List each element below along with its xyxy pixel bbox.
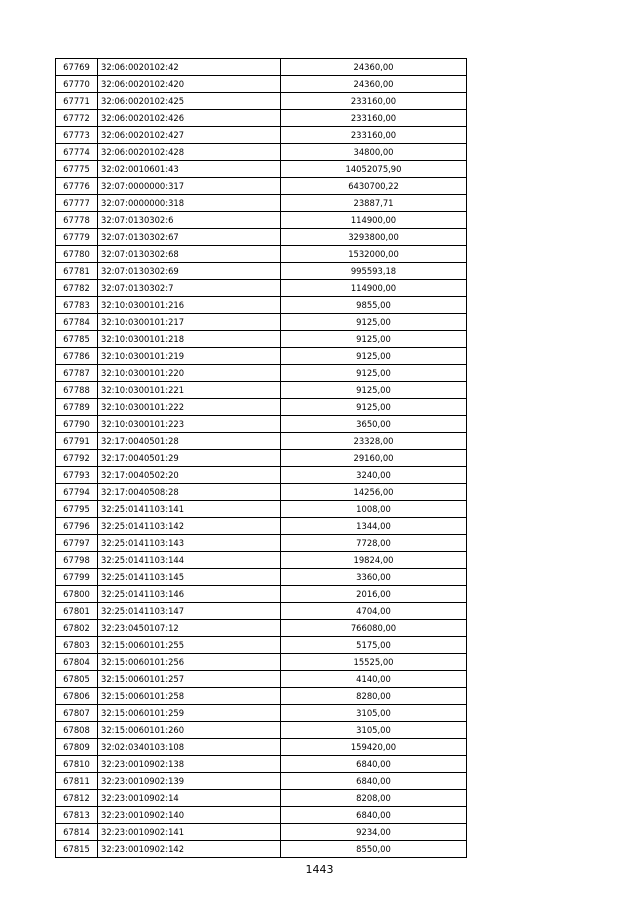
cadastral-number-cell: 32:25:0141103:142 — [98, 518, 281, 535]
cadastral-value-cell: 9125,00 — [281, 365, 467, 382]
cadastral-number-cell: 32:10:0300101:222 — [98, 399, 281, 416]
row-number-cell: 67797 — [56, 535, 98, 552]
cadastral-value-table — [55, 58, 467, 858]
table-row — [56, 773, 467, 790]
table-row — [56, 824, 467, 841]
row-number-cell: 67809 — [56, 739, 98, 756]
table-row — [56, 841, 467, 858]
cadastral-value-cell: 24360,00 — [281, 76, 467, 93]
row-number-cell: 67815 — [56, 841, 98, 858]
row-number-cell: 67791 — [56, 433, 98, 450]
table-row — [56, 59, 467, 76]
row-number-cell: 67810 — [56, 756, 98, 773]
cadastral-value-cell: 14256,00 — [281, 484, 467, 501]
cadastral-value-cell: 5175,00 — [281, 637, 467, 654]
table-row — [56, 756, 467, 773]
cadastral-value-cell: 6840,00 — [281, 807, 467, 824]
cadastral-number-cell: 32:07:0130302:6 — [98, 212, 281, 229]
table-row — [56, 705, 467, 722]
table-body — [56, 59, 467, 858]
cadastral-value-cell: 3240,00 — [281, 467, 467, 484]
cadastral-number-cell: 32:06:0020102:428 — [98, 144, 281, 161]
cadastral-number-cell: 32:06:0020102:42 — [98, 59, 281, 76]
table-row — [56, 212, 467, 229]
row-number-cell: 67786 — [56, 348, 98, 365]
table-row — [56, 671, 467, 688]
cadastral-value-cell: 114900,00 — [281, 280, 467, 297]
row-number-cell: 67811 — [56, 773, 98, 790]
row-number-cell: 67789 — [56, 399, 98, 416]
cadastral-number-cell: 32:06:0020102:426 — [98, 110, 281, 127]
cadastral-value-cell: 233160,00 — [281, 127, 467, 144]
cadastral-value-cell: 1008,00 — [281, 501, 467, 518]
cadastral-value-cell: 6430700,22 — [281, 178, 467, 195]
row-number-cell: 67783 — [56, 297, 98, 314]
row-number-cell: 67802 — [56, 620, 98, 637]
cadastral-value-cell: 3105,00 — [281, 705, 467, 722]
row-number-cell: 67779 — [56, 229, 98, 246]
cadastral-value-cell: 8208,00 — [281, 790, 467, 807]
cadastral-number-cell: 32:15:0060101:260 — [98, 722, 281, 739]
table-row — [56, 178, 467, 195]
table-row — [56, 450, 467, 467]
table-row — [56, 518, 467, 535]
cadastral-value-cell: 9855,00 — [281, 297, 467, 314]
row-number-cell: 67808 — [56, 722, 98, 739]
cadastral-value-cell: 8550,00 — [281, 841, 467, 858]
cadastral-value-cell: 159420,00 — [281, 739, 467, 756]
table-row — [56, 314, 467, 331]
cadastral-number-cell: 32:06:0020102:425 — [98, 93, 281, 110]
cadastral-number-cell: 32:02:0010601:43 — [98, 161, 281, 178]
table-row — [56, 399, 467, 416]
cadastral-value-cell: 19824,00 — [281, 552, 467, 569]
table-row — [56, 569, 467, 586]
cadastral-value-cell: 34800,00 — [281, 144, 467, 161]
cadastral-number-cell: 32:06:0020102:427 — [98, 127, 281, 144]
cadastral-value-cell: 24360,00 — [281, 59, 467, 76]
row-number-cell: 67813 — [56, 807, 98, 824]
table-row — [56, 501, 467, 518]
table-row — [56, 790, 467, 807]
cadastral-value-cell: 233160,00 — [281, 110, 467, 127]
row-number-cell: 67804 — [56, 654, 98, 671]
table-row — [56, 229, 467, 246]
cadastral-number-cell: 32:23:0010902:138 — [98, 756, 281, 773]
cadastral-value-cell: 3650,00 — [281, 416, 467, 433]
cadastral-number-cell: 32:17:0040508:28 — [98, 484, 281, 501]
table-row — [56, 76, 467, 93]
row-number-cell: 67774 — [56, 144, 98, 161]
cadastral-value-cell: 3105,00 — [281, 722, 467, 739]
cadastral-number-cell: 32:23:0010902:139 — [98, 773, 281, 790]
cadastral-number-cell: 32:06:0020102:420 — [98, 76, 281, 93]
cadastral-number-cell: 32:25:0141103:145 — [98, 569, 281, 586]
table-row — [56, 586, 467, 603]
table-row — [56, 297, 467, 314]
cadastral-number-cell: 32:23:0450107:12 — [98, 620, 281, 637]
cadastral-value-cell: 1344,00 — [281, 518, 467, 535]
table-row — [56, 484, 467, 501]
table-row — [56, 535, 467, 552]
cadastral-number-cell: 32:10:0300101:220 — [98, 365, 281, 382]
row-number-cell: 67775 — [56, 161, 98, 178]
table-row — [56, 467, 467, 484]
row-number-cell: 67793 — [56, 467, 98, 484]
table-row — [56, 637, 467, 654]
table-row — [56, 195, 467, 212]
cadastral-value-cell: 23887,71 — [281, 195, 467, 212]
cadastral-number-cell: 32:23:0010902:14 — [98, 790, 281, 807]
row-number-cell: 67806 — [56, 688, 98, 705]
cadastral-value-cell: 995593,18 — [281, 263, 467, 280]
cadastral-value-cell: 15525,00 — [281, 654, 467, 671]
cadastral-number-cell: 32:25:0141103:141 — [98, 501, 281, 518]
row-number-cell: 67784 — [56, 314, 98, 331]
cadastral-value-cell: 4140,00 — [281, 671, 467, 688]
cadastral-number-cell: 32:10:0300101:221 — [98, 382, 281, 399]
table-row — [56, 654, 467, 671]
row-number-cell: 67814 — [56, 824, 98, 841]
row-number-cell: 67800 — [56, 586, 98, 603]
table-row — [56, 433, 467, 450]
table-row — [56, 807, 467, 824]
cadastral-value-cell: 6840,00 — [281, 773, 467, 790]
table-row — [56, 127, 467, 144]
cadastral-number-cell: 32:10:0300101:216 — [98, 297, 281, 314]
table-row — [56, 365, 467, 382]
cadastral-number-cell: 32:23:0010902:140 — [98, 807, 281, 824]
cadastral-number-cell: 32:07:0130302:68 — [98, 246, 281, 263]
cadastral-value-cell: 9125,00 — [281, 331, 467, 348]
cadastral-number-cell: 32:17:0040501:28 — [98, 433, 281, 450]
row-number-cell: 67803 — [56, 637, 98, 654]
row-number-cell: 67807 — [56, 705, 98, 722]
cadastral-number-cell: 32:23:0010902:142 — [98, 841, 281, 858]
cadastral-number-cell: 32:07:0000000:318 — [98, 195, 281, 212]
row-number-cell: 67785 — [56, 331, 98, 348]
table-row — [56, 161, 467, 178]
table-row — [56, 144, 467, 161]
row-number-cell: 67801 — [56, 603, 98, 620]
row-number-cell: 67788 — [56, 382, 98, 399]
cadastral-number-cell: 32:25:0141103:146 — [98, 586, 281, 603]
row-number-cell: 67771 — [56, 93, 98, 110]
row-number-cell: 67782 — [56, 280, 98, 297]
table-row — [56, 739, 467, 756]
row-number-cell: 67770 — [56, 76, 98, 93]
row-number-cell: 67805 — [56, 671, 98, 688]
cadastral-value-cell: 9125,00 — [281, 382, 467, 399]
cadastral-value-cell: 7728,00 — [281, 535, 467, 552]
table-row — [56, 280, 467, 297]
cadastral-number-cell: 32:15:0060101:255 — [98, 637, 281, 654]
cadastral-number-cell: 32:23:0010902:141 — [98, 824, 281, 841]
cadastral-value-cell: 9125,00 — [281, 314, 467, 331]
table-row — [56, 382, 467, 399]
table-row — [56, 110, 467, 127]
row-number-cell: 67792 — [56, 450, 98, 467]
cadastral-number-cell: 32:15:0060101:256 — [98, 654, 281, 671]
cadastral-value-cell: 8280,00 — [281, 688, 467, 705]
cadastral-number-cell: 32:25:0141103:144 — [98, 552, 281, 569]
cadastral-value-cell: 1532000,00 — [281, 246, 467, 263]
cadastral-number-cell: 32:15:0060101:258 — [98, 688, 281, 705]
cadastral-value-cell: 14052075,90 — [281, 161, 467, 178]
cadastral-value-cell: 2016,00 — [281, 586, 467, 603]
row-number-cell: 67777 — [56, 195, 98, 212]
cadastral-value-cell: 766080,00 — [281, 620, 467, 637]
row-number-cell: 67772 — [56, 110, 98, 127]
cadastral-number-cell: 32:10:0300101:223 — [98, 416, 281, 433]
cadastral-number-cell: 32:07:0000000:317 — [98, 178, 281, 195]
row-number-cell: 67769 — [56, 59, 98, 76]
cadastral-number-cell: 32:10:0300101:218 — [98, 331, 281, 348]
cadastral-number-cell: 32:15:0060101:259 — [98, 705, 281, 722]
table-row — [56, 263, 467, 280]
table-row — [56, 93, 467, 110]
cadastral-value-cell: 9125,00 — [281, 348, 467, 365]
cadastral-number-cell: 32:25:0141103:147 — [98, 603, 281, 620]
row-number-cell: 67798 — [56, 552, 98, 569]
cadastral-number-cell: 32:10:0300101:217 — [98, 314, 281, 331]
row-number-cell: 67812 — [56, 790, 98, 807]
cadastral-number-cell: 32:25:0141103:143 — [98, 535, 281, 552]
row-number-cell: 67773 — [56, 127, 98, 144]
table-row — [56, 603, 467, 620]
cadastral-number-cell: 32:10:0300101:219 — [98, 348, 281, 365]
table-row — [56, 688, 467, 705]
table-row — [56, 620, 467, 637]
page-number: 1443 — [305, 863, 334, 876]
cadastral-value-cell: 233160,00 — [281, 93, 467, 110]
cadastral-value-cell: 29160,00 — [281, 450, 467, 467]
cadastral-value-cell: 9234,00 — [281, 824, 467, 841]
row-number-cell: 67778 — [56, 212, 98, 229]
cadastral-value-cell: 4704,00 — [281, 603, 467, 620]
cadastral-number-cell: 32:07:0130302:7 — [98, 280, 281, 297]
row-number-cell: 67799 — [56, 569, 98, 586]
cadastral-number-cell: 32:15:0060101:257 — [98, 671, 281, 688]
table-row — [56, 246, 467, 263]
cadastral-value-cell: 114900,00 — [281, 212, 467, 229]
cadastral-value-cell: 3293800,00 — [281, 229, 467, 246]
table-row — [56, 416, 467, 433]
row-number-cell: 67776 — [56, 178, 98, 195]
row-number-cell: 67787 — [56, 365, 98, 382]
cadastral-value-cell: 6840,00 — [281, 756, 467, 773]
row-number-cell: 67794 — [56, 484, 98, 501]
cadastral-number-cell: 32:17:0040501:29 — [98, 450, 281, 467]
cadastral-value-cell: 9125,00 — [281, 399, 467, 416]
row-number-cell: 67780 — [56, 246, 98, 263]
row-number-cell: 67790 — [56, 416, 98, 433]
cadastral-value-cell: 23328,00 — [281, 433, 467, 450]
table-row — [56, 331, 467, 348]
table-row — [56, 722, 467, 739]
row-number-cell: 67796 — [56, 518, 98, 535]
table-row — [56, 552, 467, 569]
cadastral-number-cell: 32:02:0340103:108 — [98, 739, 281, 756]
row-number-cell: 67781 — [56, 263, 98, 280]
table-row — [56, 348, 467, 365]
cadastral-value-cell: 3360,00 — [281, 569, 467, 586]
cadastral-number-cell: 32:17:0040502:20 — [98, 467, 281, 484]
cadastral-number-cell: 32:07:0130302:69 — [98, 263, 281, 280]
cadastral-number-cell: 32:07:0130302:67 — [98, 229, 281, 246]
row-number-cell: 67795 — [56, 501, 98, 518]
